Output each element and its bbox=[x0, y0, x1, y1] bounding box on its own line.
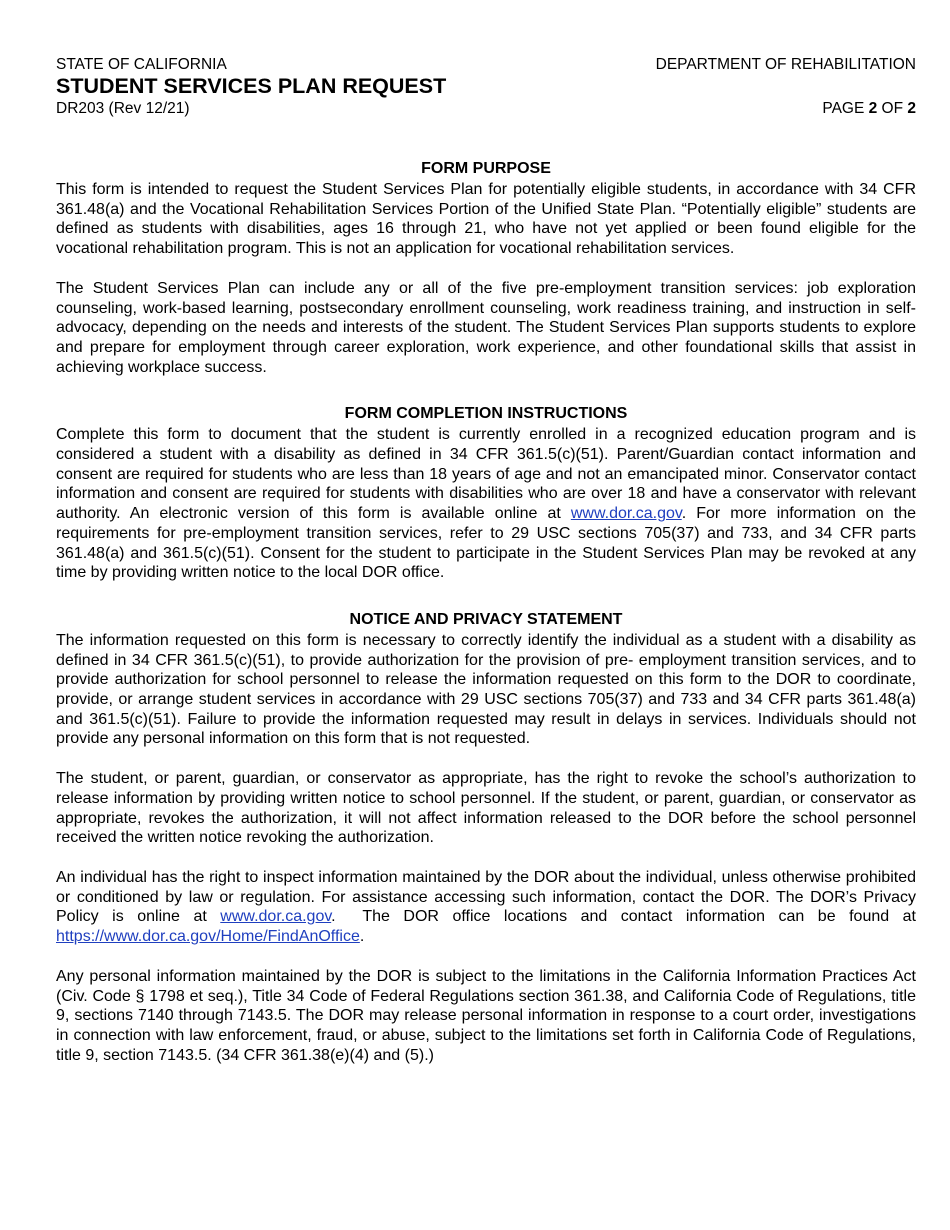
find-an-office-link[interactable]: https://www.dor.ca.gov/Home/FindAnOffice bbox=[56, 928, 360, 946]
purpose-paragraph-1: This form is intended to request the Student Services Plan for potentially eligible students, in accordance with 34 CFR 361.48(a) and the Vocational Rehabilitation Services Portion of the Unified State Plan. “Potentially eligible” students are defined as students with disabilities, ages 16 through 21, who have not yet applied or been found eligible for the vocational rehabilitation program. This is not an application for vocational rehabilitation services. bbox=[56, 181, 916, 258]
privacy-paragraph-3: An individual has the right to inspect information maintained by the DOR about the individual, unless otherwise prohibited or conditioned by law or regulation. For assistance accessing such information, contact the DOR. The DOR’s Privacy Policy is online at www.dor.ca.gov. The DOR office locations and contact information can be found at https://www.dor.ca.gov/Home/FindAnOffice. bbox=[56, 868, 921, 946]
privacy-policy-link[interactable]: www.dor.ca.gov bbox=[220, 908, 332, 926]
header-bottom-row bbox=[56, 99, 916, 118]
privacy-paragraph-1: The information requested on this form is necessary to correctly identify the individual as a student with a disability as defined in 34 CFR 361.5(c)(51), to provide authorization for the provision of pre- employment transition services, and to provide authorization for school personnel to release the information requested on this form to the DOR to coordinate, provide, or arrange student services in accordance with 29 USC sections 705(37) and 733 and 34 CFR parts 361.48(a) and 361.5(c)(51). Failure to provide the information requested may result in delays in services. Individuals should not provide any personal information on this form that is not requested. bbox=[56, 631, 916, 748]
form-title: STUDENT SERVICES PLAN REQUEST bbox=[56, 74, 447, 98]
header-top-row bbox=[56, 55, 916, 74]
section-heading-form-purpose: FORM PURPOSE bbox=[421, 160, 551, 177]
section-heading-privacy: NOTICE AND PRIVACY STATEMENT bbox=[349, 610, 623, 628]
purpose-paragraph-2: The Student Services Plan can include any or all of the five pre-employment transition services: job exploration counseling, work-based learning, postsecondary enrollment counseling, work readiness training, and instruction in self-advocacy, depending on the needs and interests of the student. The Student Services Plan supports students to explore and prepare for employment through career exploration, work experience, and other foundational skills that assist in achieving workplace success. bbox=[56, 279, 916, 376]
instructions-paragraph: Complete this form to document that the student is currently enrolled in a recognized education program and is considered a student with a disability as defined in 34 CFR 361.5(c)(51). Parent/Guardian contact information and consent are required for students who are less than 18 years of age and not an emancipated minor. Conservator contact information and consent are required for students with disabilities who are over 18 and have a conservator with relevant authority. An electronic version of this form is available online at www.dor.ca.gov. For more information on the requirements for pre-employment transition services, refer to 29 USC sections 705(37) and 733, and 34 CFR parts 361.48(a) and 361.5(c)(51). Consent for the student to participate in the Student Services Plan may be revoked at any time by providing written notice to the local DOR office. bbox=[56, 426, 917, 582]
page-current: 2 bbox=[868, 100, 878, 117]
section-heading-instructions: FORM COMPLETION INSTRUCTIONS bbox=[344, 405, 628, 423]
page-total: 2 bbox=[907, 100, 916, 117]
dor-website-link[interactable]: www.dor.ca.gov bbox=[570, 505, 682, 523]
privacy-paragraph-4: Any personal information maintained by the DOR is subject to the limitations in the California Information Practices Act (Civ. Code § 1798 et seq.), Title 34 Code of Federal Regulations section 361.38, and California Code of Regulations, title 9, sections 7140 through 7143.5. The DOR may release personal information in response to a court order, investigations in connection with law enforcement, fraud, or abuse, subject to the limitations set forth in California Code of Regulations, title 9, section 7143.5. (34 CFR 361.38(e)(4) and (5).) bbox=[56, 967, 916, 1064]
form-id: DR203 (Rev 12/21) bbox=[56, 100, 190, 117]
privacy-paragraph-2: The student, or parent, guardian, or conservator as appropriate, has the right to revoke the school’s authorization to release information by providing written notice to school personnel. If the student, or parent, guardian, or conservator as appropriate, revokes the authorization, it will not affect information released to the DOR before the school personnel received the written notice revoking the authorization. bbox=[56, 770, 916, 847]
agency-label: STATE OF CALIFORNIA bbox=[56, 56, 227, 73]
page-number: PAGE 2 OF 2 bbox=[822, 100, 916, 117]
document-page bbox=[56, 55, 921, 1065]
department-label: DEPARTMENT OF REHABILITATION bbox=[655, 56, 916, 73]
